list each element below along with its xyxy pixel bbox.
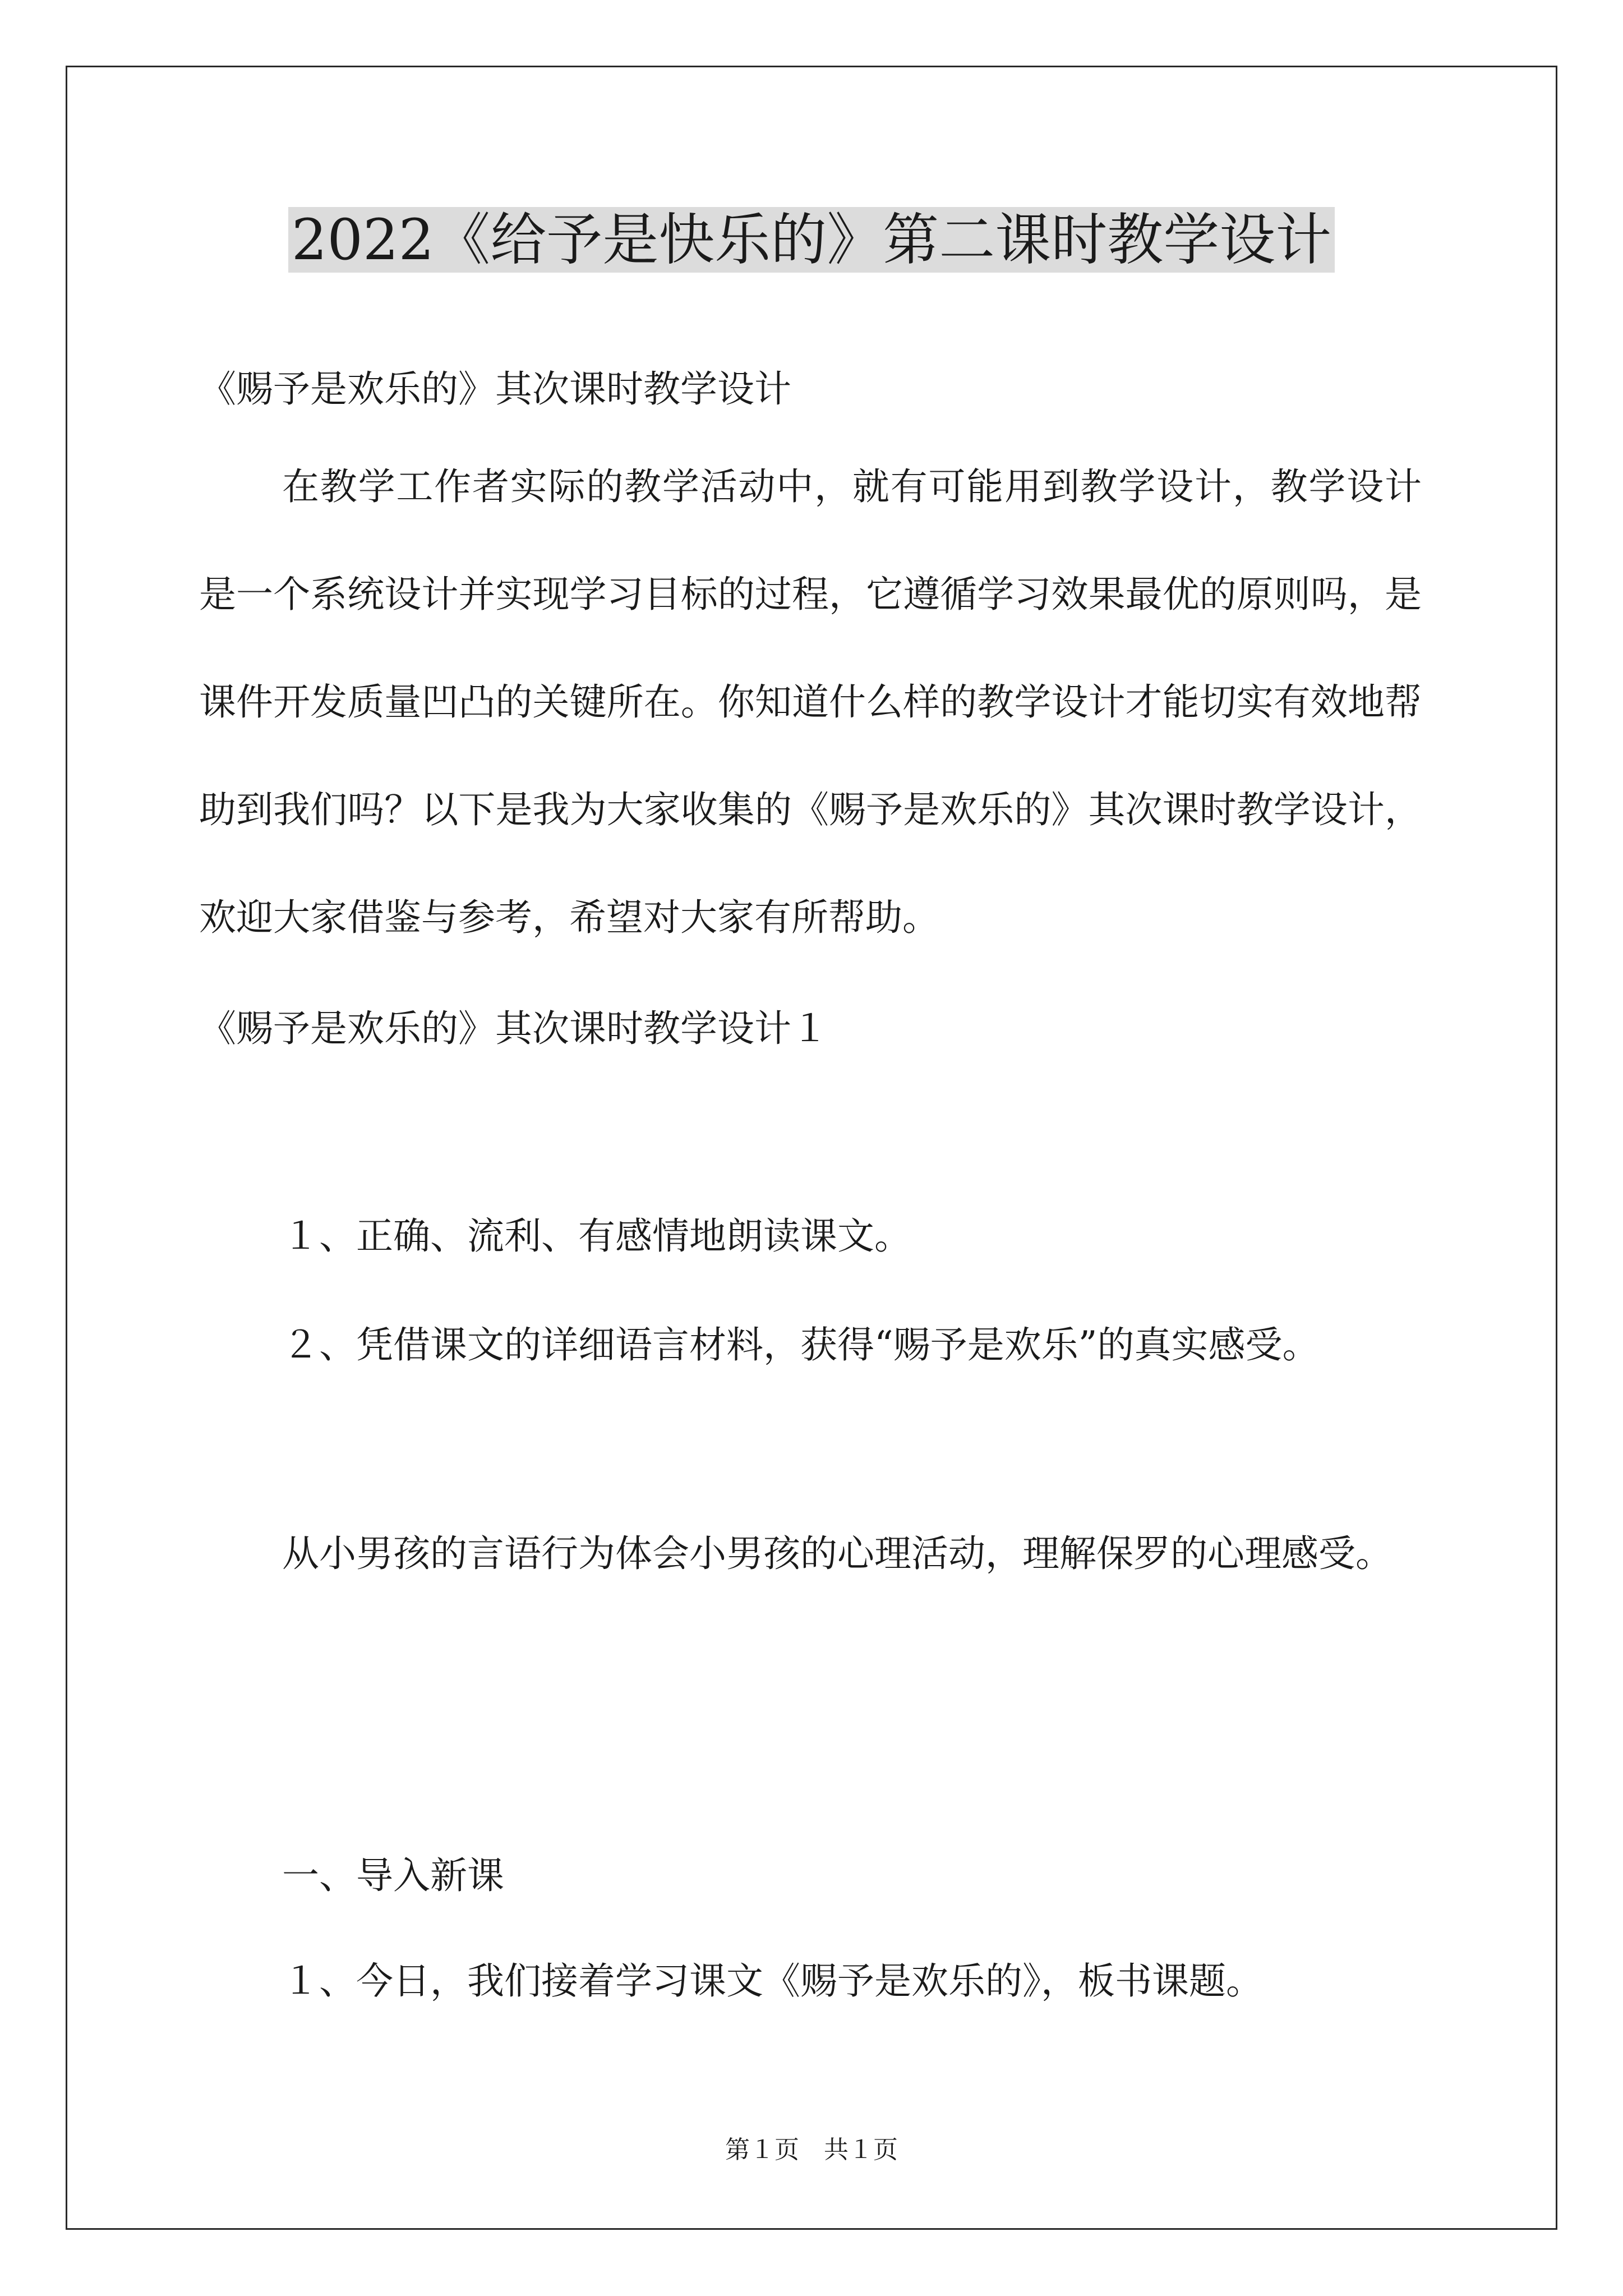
section-heading: 《赐予是欢乐的》其次课时教学设计１ (199, 1007, 828, 1050)
key-point-paragraph: 从小男孩的言语行为体会小男孩的心理活动，理解保罗的心理感受。 (282, 1532, 1393, 1575)
document-title (0, 201, 1623, 279)
document-subtitle: 《赐予是欢乐的》其次课时教学设计 (199, 367, 791, 411)
goal-item-2: ２、凭借课文的详细语言材料，获得“赐予是欢乐”的真实感受。 (282, 1323, 1320, 1366)
document-title-text: 2022《给予是快乐的》第二课时教学设计 (288, 207, 1335, 273)
intro-paragraph: 在教学工作者实际的教学活动中，就有可能用到教学设计，教学设计是一个系统设计并实现学习目标的过程，它遵循学习效果最优的原则吗，是课件开发质量凹凸的关键所在。你知道什么样的教学设计才能切实有效地帮助到我们吗？以下是我为大家收集的《赐予是欢乐的》其次课时教学设计，欢迎大家借鉴与参考，希望对大家有所帮助。 (199, 465, 1422, 939)
step-item-1: １、今日，我们接着学习课文《赐予是欢乐的》，板书课题。 (282, 1959, 1263, 2003)
goal-item-1: １、正确、流利、有感情地朗读课文。 (282, 1214, 911, 1258)
step-heading: 一、导入新课 (282, 1854, 504, 1897)
page-footer: 第１页 共１页 (725, 2136, 898, 2164)
